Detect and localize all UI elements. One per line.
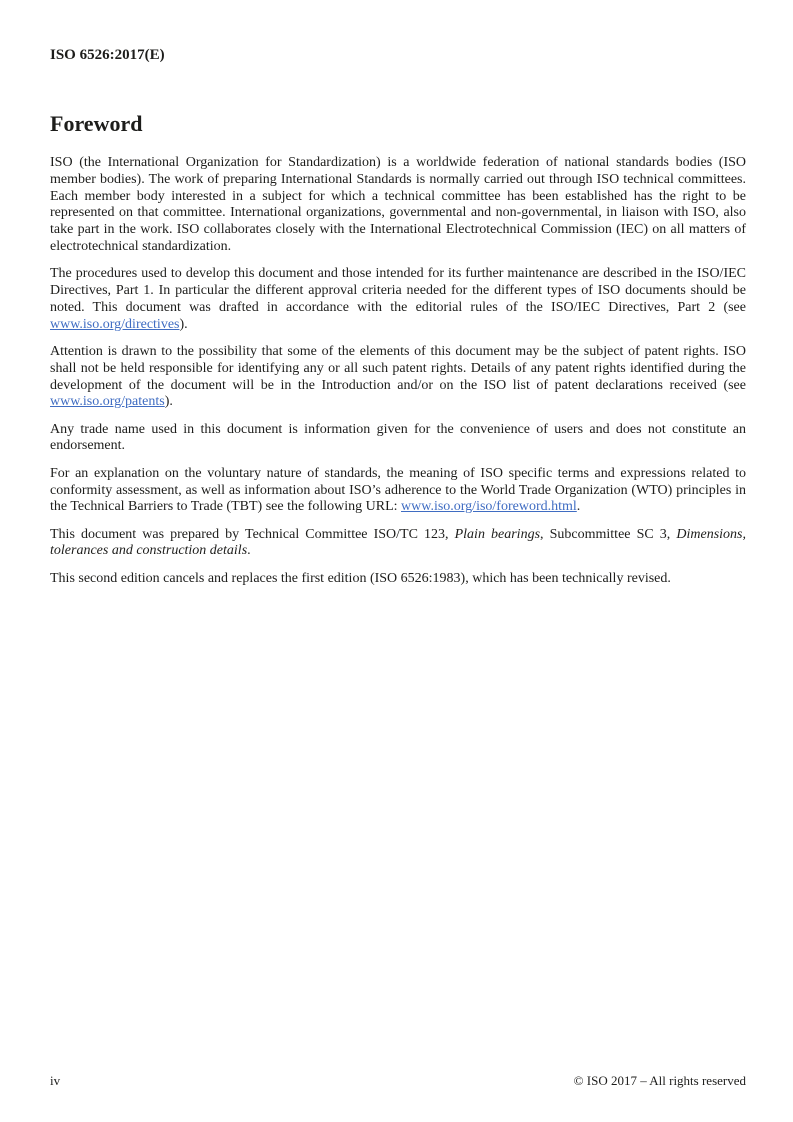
hyperlink[interactable]: www.iso.org/patents <box>50 394 165 410</box>
paragraph: Any trade name used in this document is information given for the convenience of users and does not constitute an endorsement. <box>50 421 746 454</box>
page-footer <box>50 1073 746 1089</box>
italic-text: Plain bearings <box>454 526 541 542</box>
paragraph: ISO (the International Organization for Standardization) is a worldwide federation of national standards bodies (ISO member bodies). The work of preparing International Standards is normally carried out through ISO technical committees. Each member body interested in a subject for which a technical committee has been established has the right to be represented on that committee. International organizations, governmental and non-governmental, in liaison with ISO, also take part in the work. ISO collaborates closely with the International Electrotechnical Commission (IEC) on all matters of electrotechnical standardization. <box>50 155 746 254</box>
foreword-body <box>50 155 746 588</box>
paragraph: For an explanation on the voluntary nature of standards, the meaning of ISO specific terms and expressions related to conformity assessment, as well as information about ISO’s adherence to the World Trade Organization (WTO) principles in the Technical Barriers to Trade (TBT) see the following URL: www.iso.org/iso/foreword.html. <box>50 465 746 515</box>
page-number: iv <box>50 1073 61 1088</box>
hyperlink[interactable]: www.iso.org/directives <box>50 316 180 332</box>
paragraph: The procedures used to develop this document and those intended for its further maintenance are described in the ISO/IEC Directives, Part 1. In particular the different approval criteria needed for the different types of ISO documents should be noted. This document was drafted in accordance with the editorial rules of the ISO/IEC Directives, Part 2 (see www.iso.org/directives). <box>50 266 746 332</box>
paragraph: Attention is drawn to the possibility that some of the elements of this document may be the subject of patent rights. ISO shall not be held responsible for identifying any or all such patent rights. Details of any patent rights identified during the development of the document will be in the Introduction and/or on the ISO list of patent declarations received (see www.iso.org/patents). <box>50 343 746 410</box>
paragraph: This second edition cancels and replaces the first edition (ISO 6526:1983), which has been technically revised. <box>50 570 671 586</box>
page-title: Foreword <box>50 111 143 136</box>
hyperlink[interactable]: www.iso.org/iso/foreword.html <box>401 499 577 515</box>
italic-text: Dimensions, tolerances and construction details <box>50 526 746 559</box>
copyright-notice: © ISO 2017 – All rights reserved <box>573 1073 746 1088</box>
page-content <box>50 46 746 598</box>
document-reference: ISO 6526:2017(E) <box>50 47 165 63</box>
paragraph: This document was prepared by Technical Committee ISO/TC 123, Plain bearings, Subcommittee SC 3, Dimensions, tolerances and construction details. <box>50 526 746 559</box>
